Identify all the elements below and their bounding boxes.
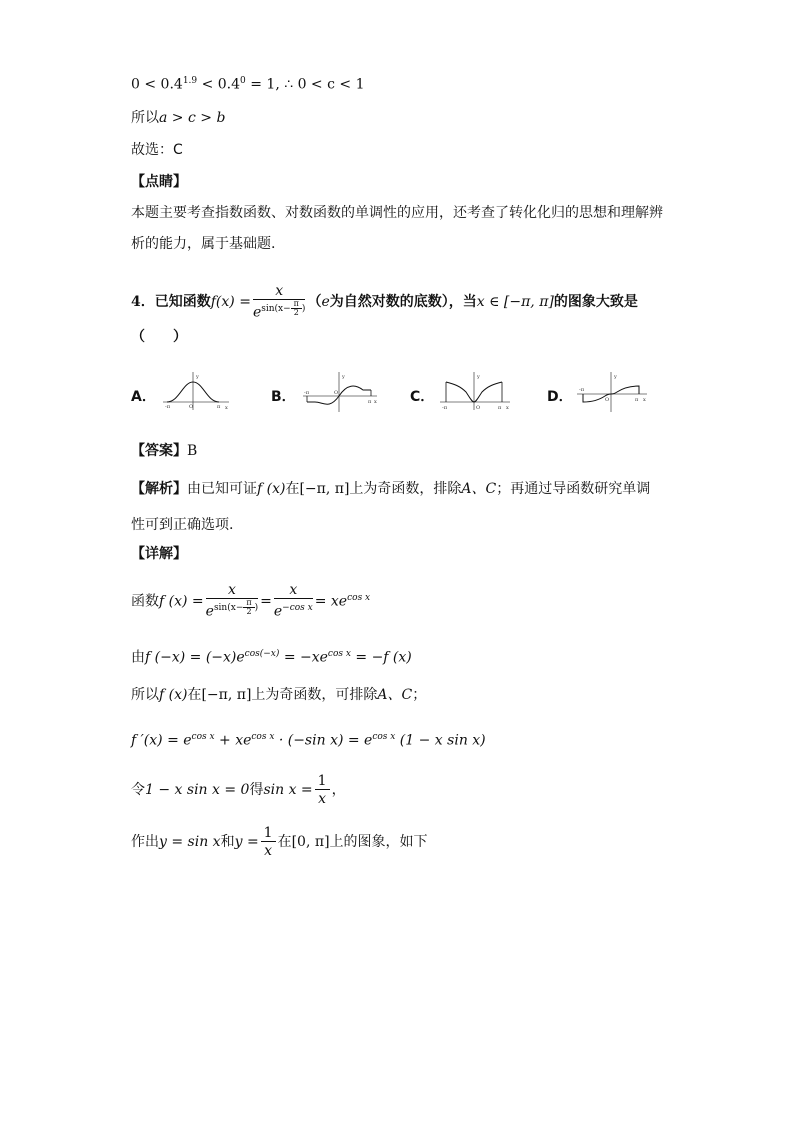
s5-de: 得 xyxy=(249,782,264,798)
option-b-label: B． xyxy=(271,389,296,405)
choice-line: 故选：C xyxy=(131,142,183,158)
conclusion-math: a > c > b xyxy=(159,110,226,126)
s2-b: = −xe xyxy=(279,649,328,666)
s1-den-exp-end: ) xyxy=(254,603,259,614)
ineq-exp-1: 1.9 xyxy=(182,76,198,86)
analysis-fx: f (x) xyxy=(257,481,286,497)
s6-text: 在 xyxy=(277,834,292,850)
s6-den: x xyxy=(264,842,273,859)
s4-b: + xe xyxy=(214,732,252,749)
detail-step-1 xyxy=(131,578,370,618)
den-pi: π xyxy=(291,300,302,309)
option-c-label: C． xyxy=(410,389,435,405)
detail-step-4 xyxy=(131,727,486,751)
s1-num: x xyxy=(206,582,259,599)
s4-exp2: cos x xyxy=(251,732,275,742)
question-den-exp: sin(x− xyxy=(261,303,291,314)
option-a-neg-pi: -π xyxy=(165,404,170,410)
question-domain: x ∈ [−π, π] xyxy=(476,294,554,310)
option-c-origin: O xyxy=(476,405,481,411)
s1-frac-2 xyxy=(274,582,313,621)
option-d-label: D． xyxy=(547,389,573,405)
s1-fx: f (x) = xyxy=(159,593,204,610)
s2-a: f (−x) = (−x)e xyxy=(145,649,245,666)
conclusion-line xyxy=(131,108,225,128)
s3-text: 在 xyxy=(187,687,202,703)
s4-exp3: cos x xyxy=(372,732,396,742)
question-frac-den xyxy=(253,300,306,322)
s6-frac xyxy=(261,825,276,860)
s2-exp2: cos x xyxy=(327,649,351,659)
dianjing-text-1: 本题主要考查指数函数、对数函数的单调性的应用，还考查了转化化归的思想和理解辨 xyxy=(131,205,663,221)
option-a-x-mark: x xyxy=(225,405,228,411)
detail-label: 【详解】 xyxy=(131,546,187,562)
ineq-part-3: = 1, ∴ 0 < c < 1 xyxy=(245,76,365,93)
question-den-pi-frac xyxy=(291,300,302,317)
s2-c: = −f (x) xyxy=(350,649,412,666)
s4-d: (1 − x sin x) xyxy=(395,732,486,749)
answer-label: 【答案】 xyxy=(131,443,187,459)
option-a-pi: π xyxy=(217,404,221,410)
analysis-line-1 xyxy=(131,478,650,500)
s6-end: 上的图象，如下 xyxy=(329,834,428,850)
dianjing-label: 【点睛】 xyxy=(131,174,187,190)
ineq-exp-2: 0 xyxy=(240,76,246,86)
s3-ac: A、C xyxy=(377,687,413,703)
s1-den-pi-frac xyxy=(243,599,254,616)
answer-value: B xyxy=(187,443,198,459)
analysis-text-1: 由已知可证 xyxy=(187,481,257,497)
s3-interval: [−π, π] xyxy=(201,687,252,703)
s5-eq: 1 − x sin x = 0 xyxy=(145,782,250,798)
s1-den-exp: sin(x− xyxy=(213,603,244,614)
option-b-y-mark: y xyxy=(342,374,345,380)
s1-frac-1 xyxy=(206,582,259,621)
analysis-label: 【解析】 xyxy=(131,481,187,497)
answer-line xyxy=(131,441,197,461)
question-fraction xyxy=(253,283,306,322)
s1-eq: = xyxy=(260,593,272,610)
analysis-interval: [−π, π] xyxy=(299,481,350,497)
inequality-line xyxy=(131,71,365,95)
s6-y1: y = sin x xyxy=(159,834,221,850)
analysis-text-2: 在 xyxy=(285,481,300,497)
den-two: 2 xyxy=(293,307,299,317)
option-d-x-mark: x xyxy=(643,397,646,403)
s2-prefix: 由 xyxy=(131,649,145,666)
s1-den-base: e xyxy=(205,603,214,620)
question-desc-e: e xyxy=(321,294,330,310)
s2-exp: cos(−x) xyxy=(244,649,280,659)
s3-end: ； xyxy=(412,687,427,703)
option-a-origin: O xyxy=(189,404,194,410)
option-a-y-mark: y xyxy=(196,374,199,380)
s5-num: 1 xyxy=(315,773,330,790)
s5-end: ， xyxy=(331,782,346,798)
s1-exp3: cos x xyxy=(347,593,371,603)
s1-den-pi: π xyxy=(243,599,254,608)
option-d-neg-pi: -π xyxy=(579,387,584,393)
option-c-y-mark: y xyxy=(477,374,480,380)
s4-a: f ′(x) = e xyxy=(131,732,192,749)
option-c-x-mark: x xyxy=(506,405,509,411)
option-b-graph xyxy=(301,370,381,415)
analysis-text-4: ；再通过导函数研究单调 xyxy=(496,481,651,497)
detail-step-3 xyxy=(131,685,426,705)
s6-prefix: 作出 xyxy=(131,834,159,850)
question-4 xyxy=(131,282,638,322)
option-d-y-mark: y xyxy=(614,374,617,380)
option-c-pi: π xyxy=(498,405,502,411)
option-b-origin: O xyxy=(334,390,339,396)
s5-den: x xyxy=(318,790,327,807)
question-frac-num: x xyxy=(253,283,306,300)
question-desc-2: 为自然对数的底数），当 xyxy=(329,294,477,310)
conclusion-prefix: 所以 xyxy=(131,110,159,126)
question-den-base: e xyxy=(252,304,262,321)
question-paren: （ ） xyxy=(131,329,187,345)
s6-interval: [0, π] xyxy=(291,834,330,850)
option-a-graph xyxy=(161,370,231,415)
question-den-exp-end: ) xyxy=(301,303,306,314)
option-b-neg-pi: -π xyxy=(304,390,309,396)
detail-step-5 xyxy=(131,770,346,810)
s4-exp1: cos x xyxy=(191,732,215,742)
analysis-line-2: 性可到正确选项. xyxy=(131,517,234,533)
question-desc-3: 的图象大致是 xyxy=(553,294,638,310)
s1-eq2: = xe xyxy=(314,593,348,610)
question-number: 4．已知函数 xyxy=(131,294,211,310)
s1-den2 xyxy=(274,599,313,621)
s6-and: 和 xyxy=(220,834,235,850)
ineq-part-1: 0 < 0.4 xyxy=(131,76,183,93)
s1-den-two: 2 xyxy=(246,607,252,617)
dianjing-text-2: 析的能力，属于基础题. xyxy=(131,236,276,252)
option-d-pi: π xyxy=(635,397,639,403)
s4-c: · (−sin x) = e xyxy=(274,732,373,749)
s3-text2: 上为奇函数，可排除 xyxy=(251,687,378,703)
option-c-neg-pi: -π xyxy=(442,405,447,411)
s5-sin: sin x = xyxy=(263,782,313,798)
s3-fx: f (x) xyxy=(159,687,188,703)
s1-prefix: 函数 xyxy=(131,593,159,610)
option-b-x-mark: x xyxy=(374,399,377,405)
option-c-graph xyxy=(438,370,513,415)
ineq-part-2: < 0.4 xyxy=(197,76,241,93)
s3-prefix: 所以 xyxy=(131,687,159,703)
option-a-label: A． xyxy=(131,389,156,405)
s6-y2: y = xyxy=(234,834,259,850)
s1-den2-base: e xyxy=(273,603,283,620)
detail-step-2 xyxy=(131,644,412,668)
s5-prefix: 令 xyxy=(131,782,145,798)
s1-den xyxy=(206,599,259,621)
s5-frac xyxy=(315,773,330,808)
s1-num2: x xyxy=(274,582,313,599)
s6-num: 1 xyxy=(261,825,276,842)
question-desc-1: （ xyxy=(307,294,322,310)
detail-step-6 xyxy=(131,822,428,862)
analysis-ac: A、C xyxy=(461,481,497,497)
option-b-pi: π xyxy=(368,399,372,405)
analysis-text-3: 上为奇函数，排除 xyxy=(349,481,462,497)
question-func: f(x) = xyxy=(210,294,251,310)
s1-den2-exp: −cos x xyxy=(282,603,313,614)
option-d-graph xyxy=(575,370,650,415)
option-d-origin: O xyxy=(605,397,610,403)
